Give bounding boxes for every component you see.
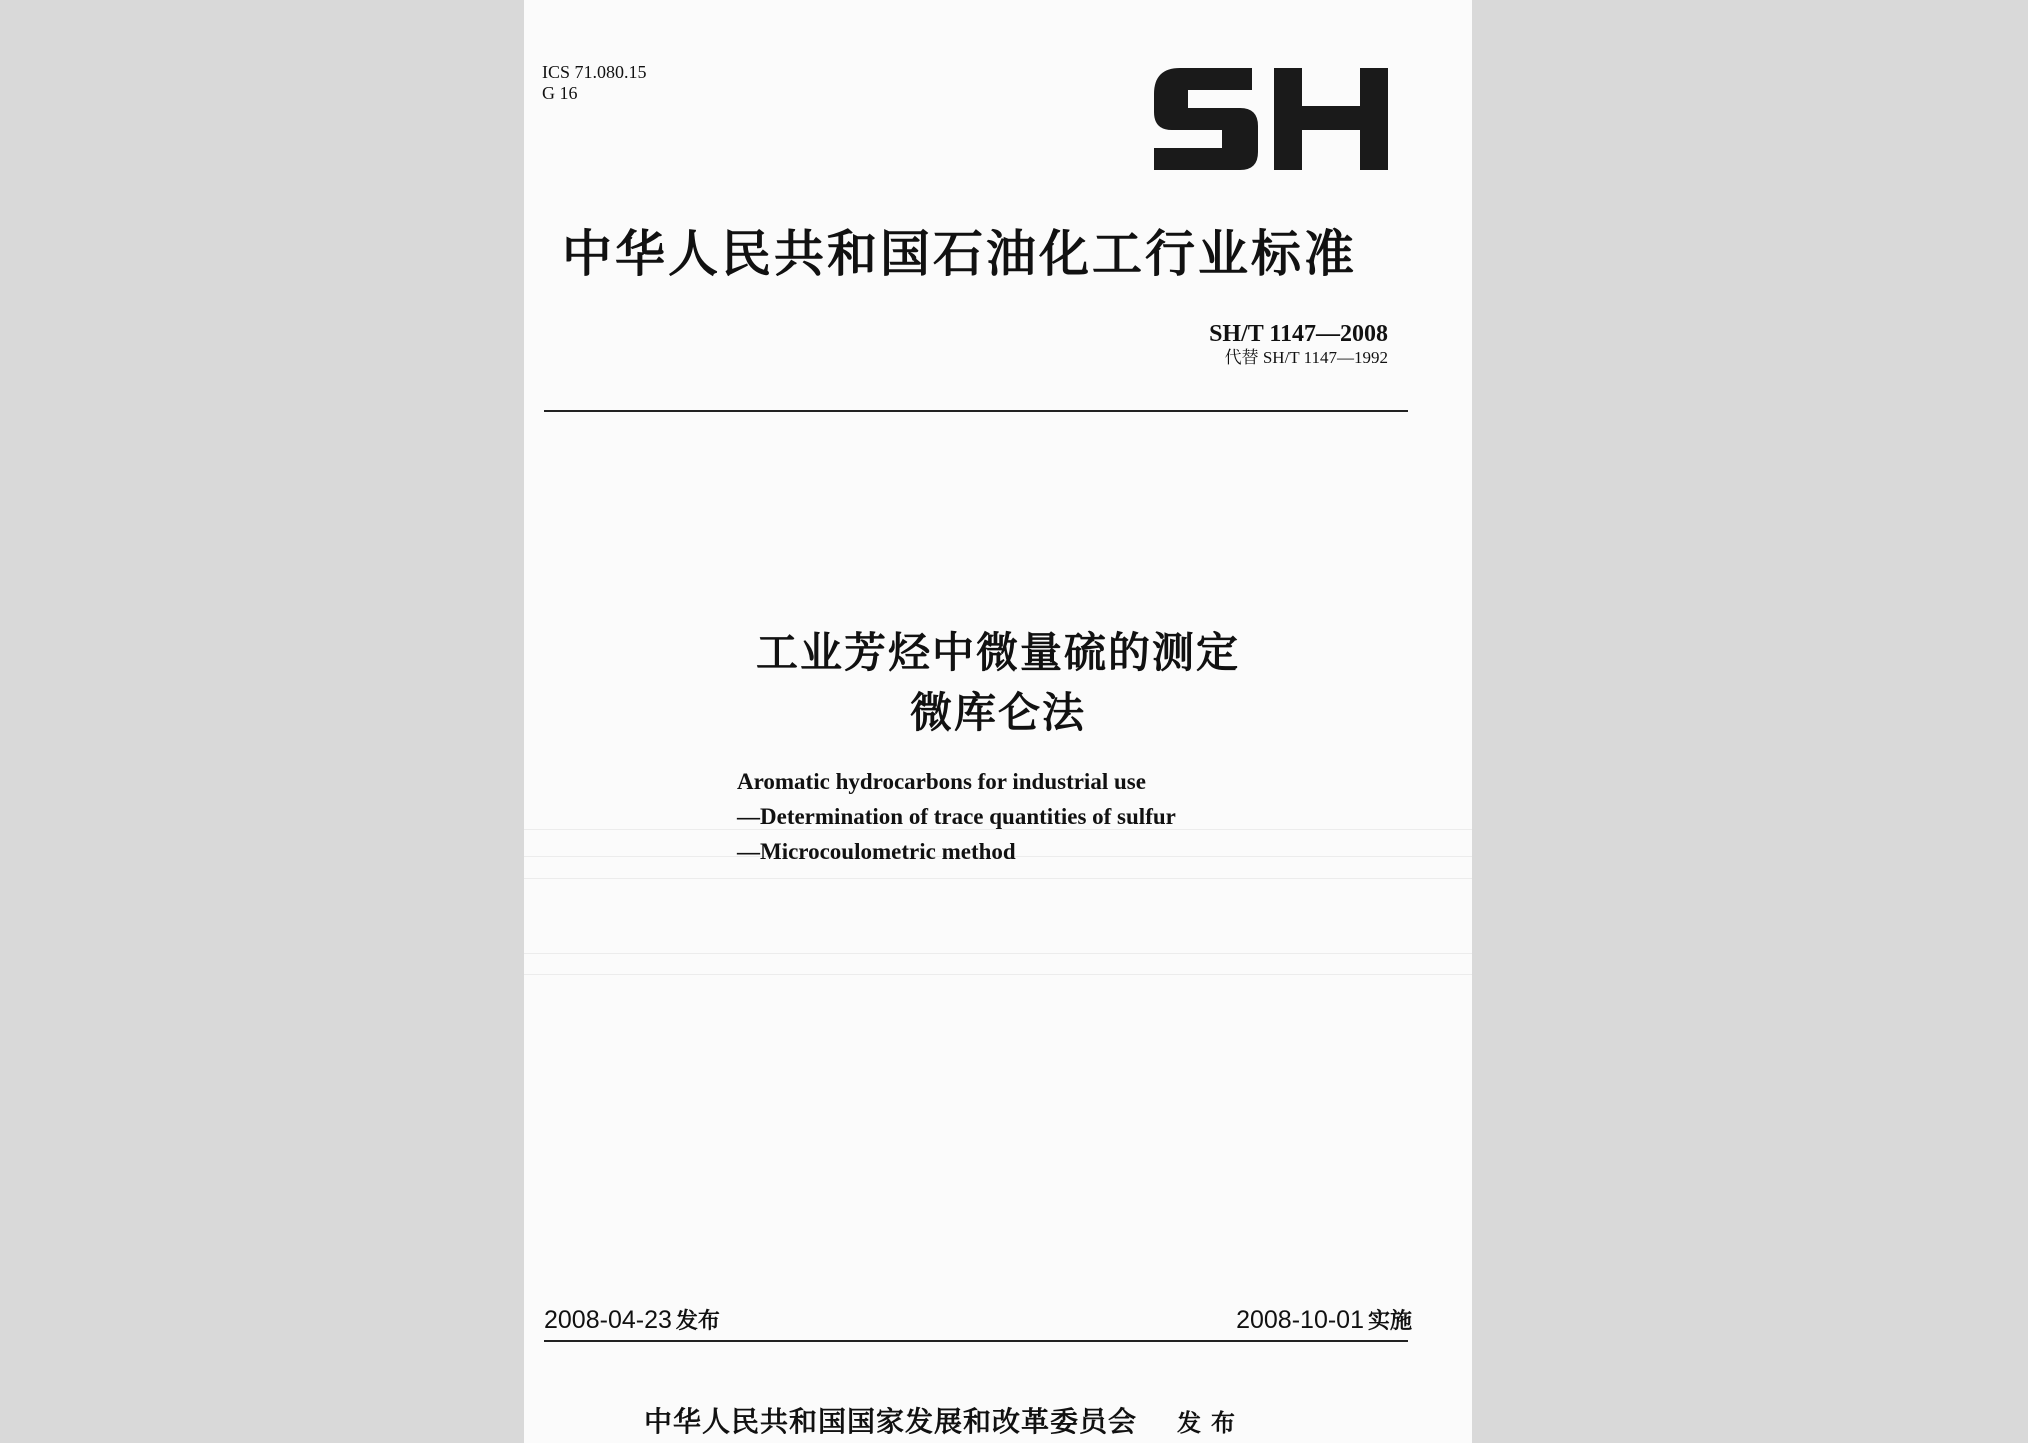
sh-standard-logo-icon bbox=[1152, 68, 1392, 170]
issue-date: 2008-04-23 bbox=[544, 1306, 672, 1334]
issuer-action: 发布 bbox=[1177, 1409, 1246, 1437]
ccs-code: G 16 bbox=[542, 83, 578, 103]
classification-codes bbox=[542, 62, 647, 104]
standard-code-block bbox=[1209, 320, 1388, 368]
scan-artifact bbox=[524, 953, 1472, 954]
english-title-line3: —Microcoulometric method bbox=[737, 839, 1016, 864]
issuer-block bbox=[644, 1400, 1245, 1440]
footer-divider bbox=[544, 1340, 1408, 1342]
english-title bbox=[737, 764, 1176, 869]
standard-type-title: 中华人民共和国石油化工行业标准 bbox=[562, 225, 1357, 283]
chinese-title-line1: 工业芳烃中微量硫的测定 bbox=[755, 628, 1240, 677]
chinese-title-line2: 微库仑法 bbox=[909, 688, 1086, 737]
effective-date-block bbox=[1236, 1304, 1412, 1335]
scan-artifact bbox=[524, 974, 1472, 975]
standard-number: SH/T 1147—2008 bbox=[1209, 321, 1388, 347]
effective-label: 实施 bbox=[1367, 1309, 1412, 1334]
scan-artifact bbox=[524, 878, 1472, 879]
sh-logo bbox=[1152, 68, 1392, 170]
document-page bbox=[524, 0, 1472, 1443]
header-divider bbox=[544, 410, 1408, 412]
replaces-standard: 代替 SH/T 1147—1992 bbox=[1224, 348, 1388, 367]
issue-date-block bbox=[544, 1304, 720, 1335]
english-title-line2: —Determination of trace quantities of sulfur bbox=[737, 804, 1176, 829]
english-title-line1: Aromatic hydrocarbons for industrial use bbox=[737, 769, 1146, 794]
issuer-name: 中华人民共和国国家发展和改革委员会 bbox=[644, 1405, 1138, 1438]
issue-label: 发布 bbox=[675, 1309, 720, 1334]
effective-date: 2008-10-01 bbox=[1236, 1306, 1364, 1334]
ics-code: ICS 71.080.15 bbox=[542, 62, 647, 82]
